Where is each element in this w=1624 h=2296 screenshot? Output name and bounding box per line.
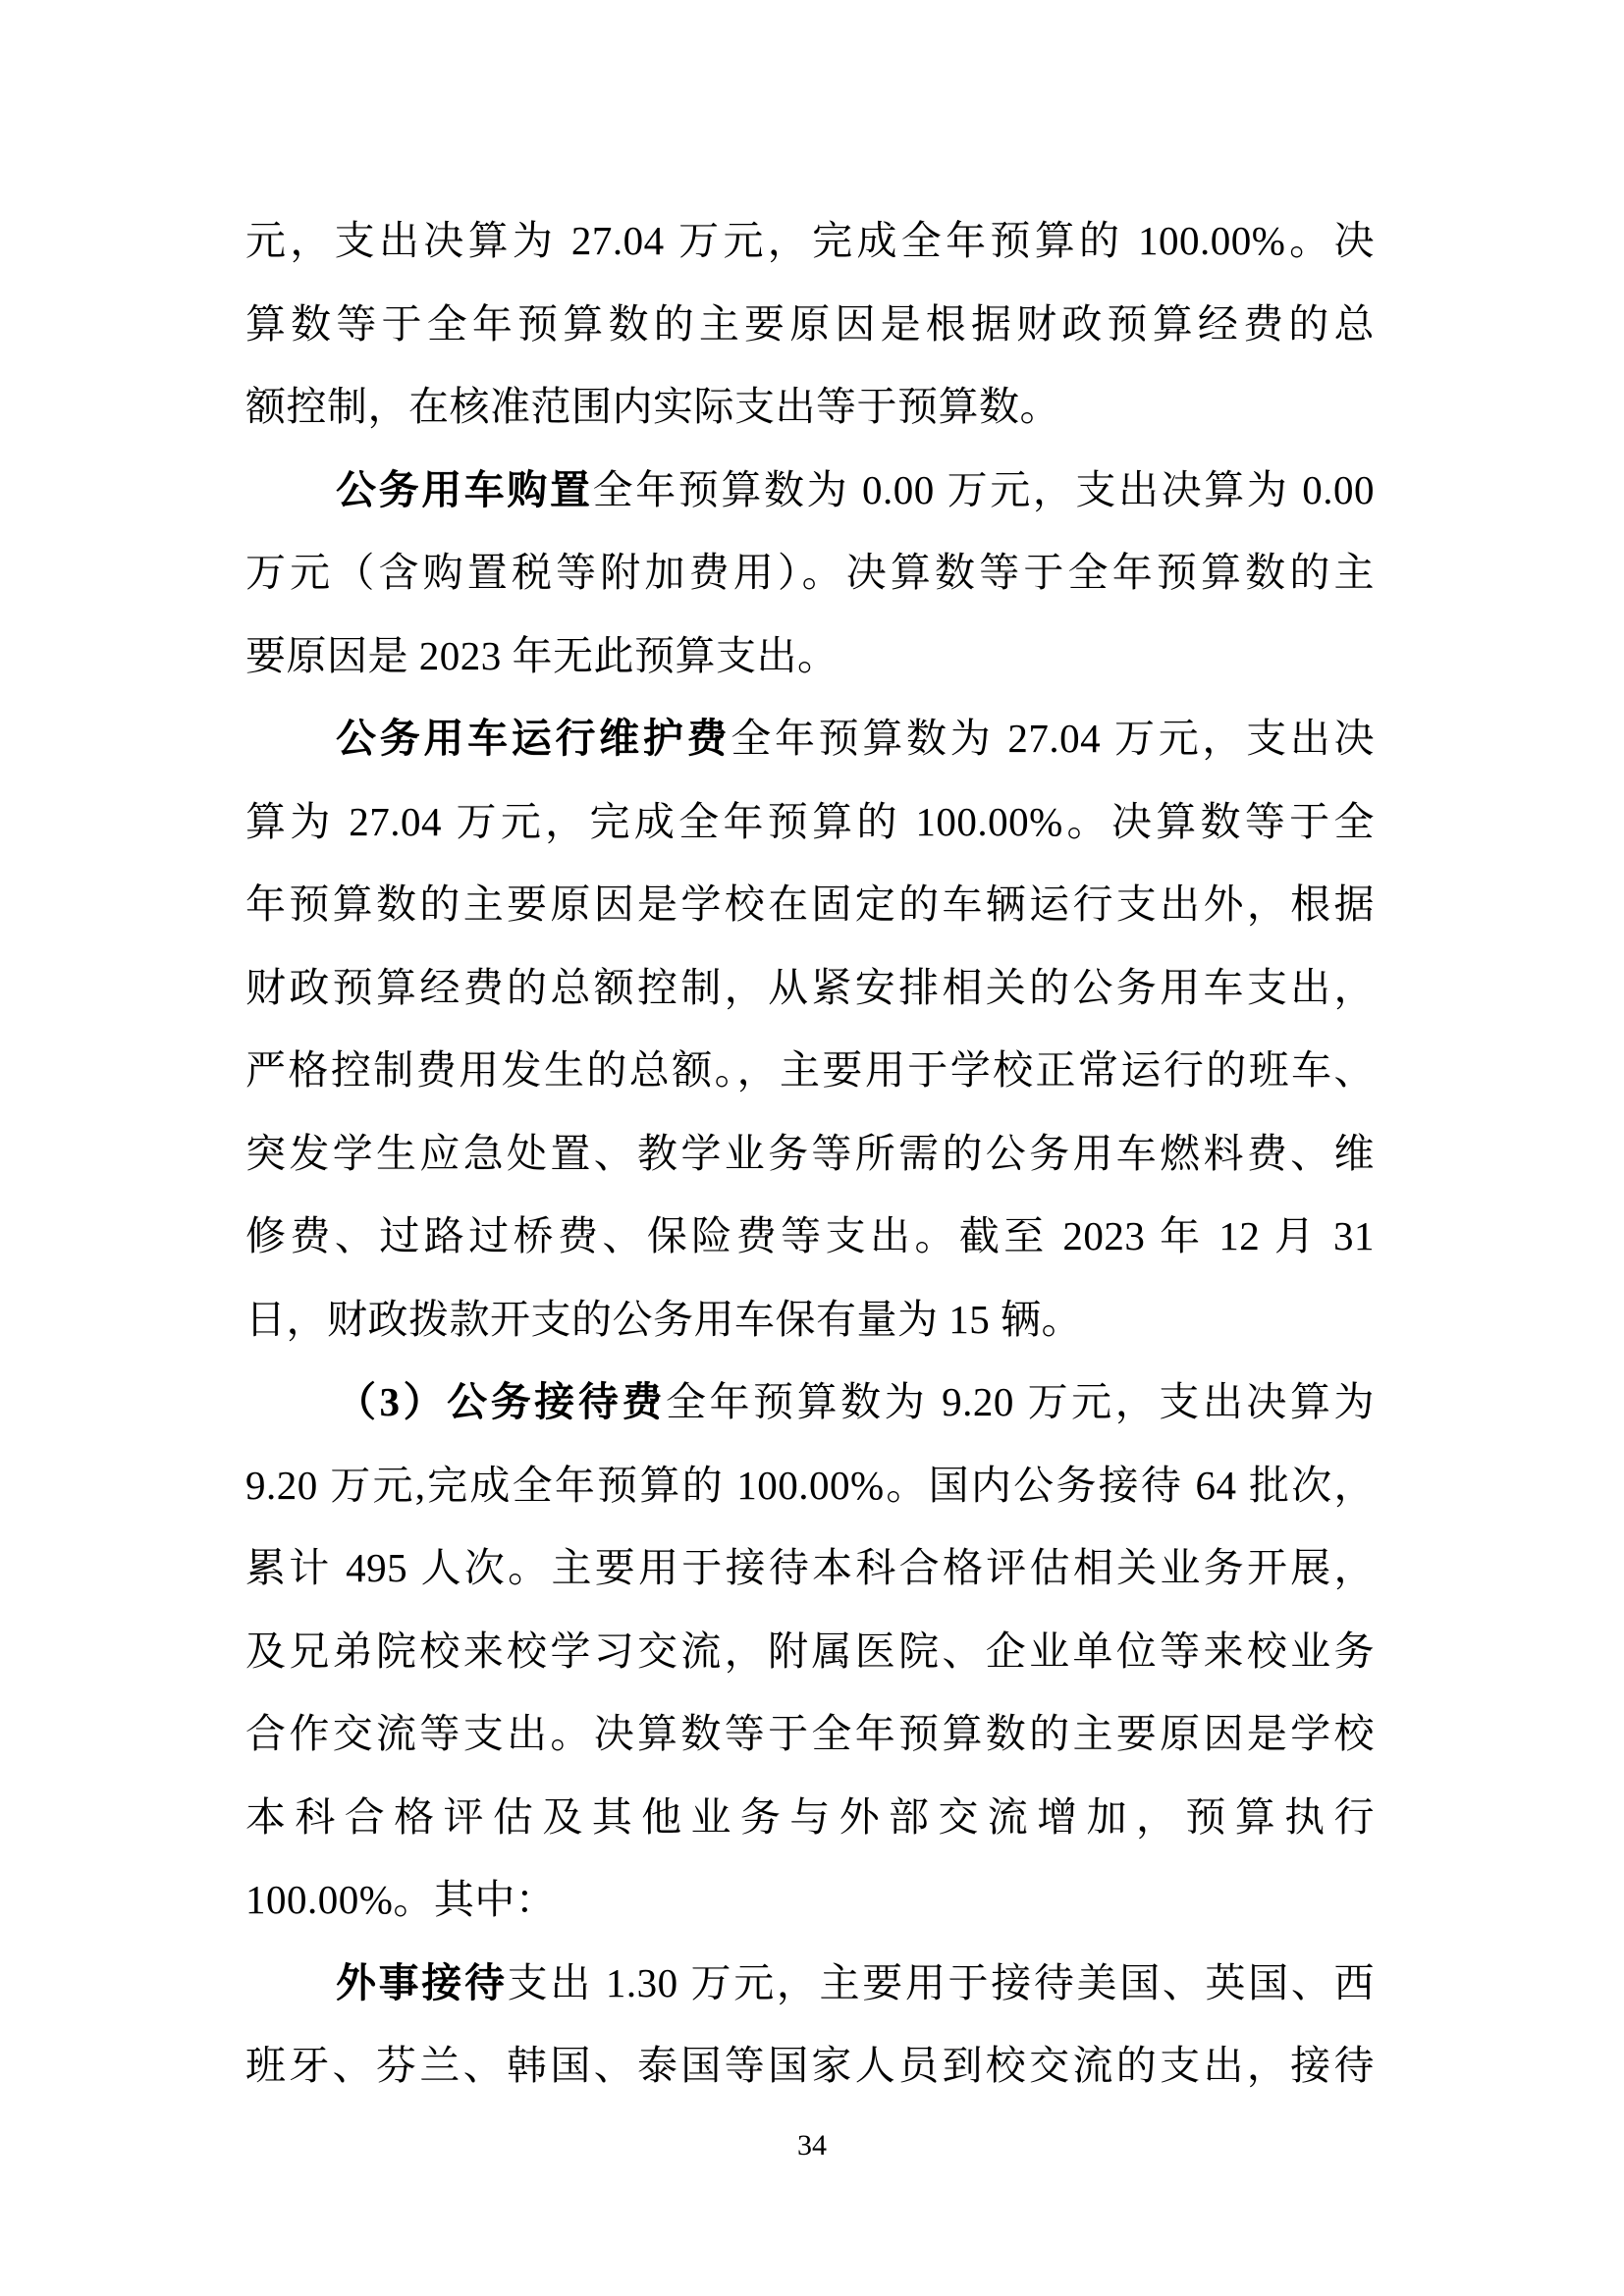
text-line: 公务用车购置全年预算数为 0.00 万元，支出决算为 0.00: [336, 466, 1376, 512]
text-line: 元，支出决算为 27.04 万元，完成全年预算的 100.00%。决: [245, 218, 1375, 263]
text-line: 日，财政拨款开支的公务用车保有量为 15 辆。: [245, 1296, 1082, 1342]
text-line: 公务用车运行维护费全年预算数为 27.04 万元，支出决: [336, 716, 1376, 761]
text-line: 9.20 万元,完成全年预算的 100.00%。国内公务接待 64 批次，: [245, 1462, 1375, 1508]
bold-run: （3）公务接待费: [336, 1379, 666, 1424]
text-line: 要原因是 2023 年无此预算支出。: [245, 632, 839, 678]
text-line: 100.00%。其中：: [245, 1877, 557, 1922]
document-body: [245, 199, 1375, 2108]
text-line: 外事接待支出 1.30 万元，主要用于接待美国、英国、西: [336, 1959, 1376, 2005]
text-line: 本科合格评估及其他业务与外部交流增加，预算执行: [245, 1793, 1375, 1840]
page-number: 34: [797, 2129, 827, 2162]
text-line: （3）公务接待费全年预算数为 9.20 万元，支出决算为: [336, 1379, 1376, 1424]
paragraph: [245, 449, 1375, 698]
text-line: 万元（含购置税等附加费用）。决算数等于全年预算数的主: [245, 550, 1375, 595]
text-line: 年预算数的主要原因是学校在固定的车辆运行支出外，根据: [245, 881, 1375, 927]
bold-run: 公务用车购置: [336, 466, 593, 512]
text-line: 合作交流等支出。决算数等于全年预算数的主要原因是学校: [245, 1711, 1375, 1756]
text-line: 及兄弟院校来校学习交流，附属医院、企业单位等来校业务: [245, 1628, 1375, 1674]
text-line: 额控制，在核准范围内实际支出等于预算数。: [245, 384, 1060, 429]
text-line: 修费、过路过桥费、保险费等支出。截至 2023 年 12 月 31: [245, 1213, 1375, 1258]
paragraph: [245, 1942, 1375, 2108]
paragraph: [245, 199, 1375, 449]
text-line: 算为 27.04 万元，完成全年预算的 100.00%。决算数等于全: [245, 798, 1375, 844]
text-line: 算数等于全年预算数的主要原因是根据财政预算经费的总: [245, 300, 1375, 347]
paragraph: [245, 1361, 1375, 1942]
text-line: 财政预算经费的总额控制，从紧安排相关的公务用车支出，: [245, 964, 1375, 1010]
text-line: 突发学生应急处置、教学业务等所需的公务用车燃料费、维: [245, 1130, 1375, 1176]
paragraph: [245, 697, 1375, 1361]
text-line: 班牙、芬兰、韩国、泰国等国家人员到校交流的支出，接待: [245, 2043, 1375, 2088]
bold-run: 公务用车运行维护费: [336, 716, 731, 761]
text-line: 严格控制费用发生的总额。，主要用于学校正常运行的班车、: [245, 1047, 1375, 1093]
bold-run: 外事接待: [336, 1959, 508, 2005]
text-line: 累计 495 人次。主要用于接待本科合格评估相关业务开展，: [245, 1545, 1375, 1590]
